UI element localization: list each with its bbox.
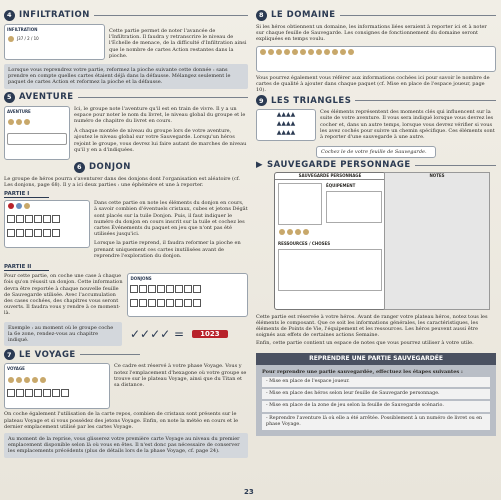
donjon-heading: 6 DONJON bbox=[74, 162, 248, 173]
right-column: 8 LE DOMAINE Si les héros obtiennent un domaine, les informations liées seraient à reporter ici et à noter sur chaque feuille de Sauvegarde. Les consignes de fonctionnement du domaine seront expliquées en temps voulu. Vous pourrez également vous référer aux informations cochées ici pour savoir le nombre de cartes de qualité à ajouter dans chaque paquet (cf. Mise en place de l'espace joueur, page 10). 9 LES TRIANGLES ▲▲▲▲ ▲▲▲▲ ▲▲▲▲ Ces éléments représentent des moments clés qui influencent sur la suite de votre aventure. Il vous sera indiqué lorsque vous devrez les cocher et, dans un autre temps, lorsque vous devrez vérifier si vous les avez cochés pour suivre un chemin spécifique. Ces éléments sont à reporter d'une sauvegarde à une autre. Cochez le de votre feuille de Sauvegarde. ▶ SAUVEGARDE PERSONNAGE SAUVEGARDE PERSONNAGE ÉQUIPEMENT RESSOURCES / CHOSES NOTES Cette partie est réservée à votre héros. Avant de ranger votre plateau héros, notez tous les éléments le composant. Que ce soit les informations générales, les caractéristiques, les éléments de Points de Vie, l'équipement et les ressources. Les héros peuvent aussi être soignés aux effets de certaines actions Semaine. Enfin, cette partie contient un espace de notes que vous pourrez utiliser à votre utile. REPRENDRE UNE PARTIE SAUVEGARDÉE Pour reprendre une partie sauvegardée, effectuez les étapes suivantes : - Mise en place de l'espace joueur. - Mise en place des héros selon leur feuille de Sauvegarde personnage. - Mise en place de la zone de jeu selon la feuille de Sauvegarde scénario. - Reprendre l'aventure là où elle a été arrêtée. Possiblement à un numéro de livret ou en phase Voyage. bbox=[256, 8, 496, 436]
donjon-example: Exemple : au moment où le groupe coche la 6e zone, rendez-vous au chapitre indiqué. bbox=[4, 322, 122, 347]
reprise-step: - Mise en place de la zone de jeu selon la feuille de Sauvegarde scénario. bbox=[262, 401, 490, 411]
aventure-heading: 5 AVENTURE bbox=[4, 92, 248, 103]
donjons-card: DONJONS bbox=[127, 273, 248, 317]
sauvegarde-sheet: SAUVEGARDE PERSONNAGE ÉQUIPEMENT RESSOURCES / CHOSES NOTES bbox=[256, 172, 496, 312]
sauvegarde-heading: ▶ SAUVEGARDE PERSONNAGE bbox=[256, 162, 496, 168]
partie-2-label: PARTIE II bbox=[4, 264, 49, 271]
donjon-card-1 bbox=[4, 200, 90, 248]
domaine-card bbox=[256, 46, 496, 72]
voyage-card: VOYAGE bbox=[4, 363, 110, 409]
triangles-heading: 9 LES TRIANGLES bbox=[256, 95, 496, 106]
reprise-step: - Mise en place de l'espace joueur. bbox=[262, 377, 490, 387]
voyage-heading: 7 LE VOYAGE bbox=[4, 349, 248, 360]
reprise-step: - Reprendre l'aventure là où elle a été arrêtée. Possiblement à un numéro de livret ou en phase Voyage. bbox=[262, 414, 490, 430]
triangles-card: ▲▲▲▲ ▲▲▲▲ ▲▲▲▲ bbox=[256, 109, 316, 141]
triangle-instruction: Cochez le de votre feuille de Sauvegarde. bbox=[316, 146, 436, 158]
partie-1-label: PARTIE I bbox=[4, 191, 49, 198]
domaine-heading: 8 LE DOMAINE bbox=[256, 10, 496, 21]
reprise-step: - Mise en place des héros selon leur feuille de Sauvegarde personnage. bbox=[262, 389, 490, 399]
infiltration-heading: 4 INFILTRATION bbox=[4, 10, 248, 21]
page-number: 23 bbox=[244, 488, 254, 496]
voyage-note: Au moment de la reprise, vous glisserez votre première carte Voyage au niveau du premier emplacement disponible selon là où vous en êtes. Il n'est donc pas nécessaire de conserver les emplacements précédents (plus de détails lors de la phase Voyage, cf. page 24). bbox=[4, 433, 248, 458]
aventure-card: AVENTURE bbox=[4, 106, 70, 160]
reprise-box: REPRENDRE UNE PARTIE SAUVEGARDÉE Pour reprendre une partie sauvegardée, effectuez les étapes suivantes : - Mise en place de l'espace joueur. - Mise en place des héros selon leur feuille de Sauvegarde personnage. - Mise en place de la zone de jeu selon la feuille de Sauvegarde scénario. - Reprendre l'aventure là où elle a été arrêtée. Possiblement à un numéro de livret ou en phase Voyage. bbox=[256, 353, 496, 436]
left-column: 4 INFILTRATION INFILTRATION J37 / 2 / 10 Cette partie permet de noter l'avancée de l'Infiltration. Il faudra y retranscrire le niveau de l'Échelle de menace, de la difficulté d'Infiltration ainsi que le nombre de cartes Action restantes dans la pioche. Lorsque vous reprendrez votre partie, reformez la pioche suivante cette donnée : sans prendre en compte quelles cartes étaient déjà dans la défausse. Mélangez seulement le paquet de cartes Action et reformez la pioche et la défausse. 5 AVENTURE AVENTURE Ici, le groupe note l'aventure qu'il est en train de vivre. Il y a un espace pour noter le nom du livret, le niveau global du groupe et le numéro de chapitre du livret en cours. À chaque montée de niveau du groupe lors de votre aventure, ajoutez le niveau global sur votre Sauvegarde. Lorsqu'un héros rejoint le groupe, vous devrez lui faire autant de marches de niveau qu'il y en a d'indiquées. 6 DONJON Le groupe de héros pourra s'aventurer dans des donjons dont l'organisation est aléatoire (cf. Les donjons, page 68). Il y a ici deux parties : une éphémère et une à reporter. PARTIE I Dans cette partie on note les éléments du donjon en cours, à savoir combien d'éventuels cristaux, cubes et jetons Dégât sont placés sur la tuile Donjon. Puis, il faut indiquer le numéro du donjon en cours inscrit sur la tuile et cochez les cartes Événements du paquet en jeu que n'ont pas été utilisées jusqu'ici. Lorsque la partie reprend, il faudra reformer la pioche en prenant uniquement ces cartes inutilisées avant de reprendre l'exploration du donjon. PARTIE II Pour cette partie, on coche une case à chaque fois qu'on réussit un donjon. Cette information devra être reportée à chaque nouvelle feuille de Sauvegarde utilisée. Avec l'accumulation des cases cochées, des chapitres vous seront ouverts. Il faudra vous y rendre à ce moment-là. DONJONS Exemple : au moment où le groupe coche la 6e zone, rendez-vous au chapitre indiqué. ✓✓✓✓ = 1023 7 LE VOYAGE VOYAGE Ce cadre est réservé à votre phase Voyage. Vous y notez l'emplacement d'hexagone où votre groupe se trouve sur le plateau Voyage, ainsi que du Titan et sa distance. On coche également l'utilisation de la carte repos, combien de cristaux sont présents sur le plateau Voyage et si vous possédez des jetons Voyage. Enfin, on note la météo en cours et le dernier emplacement utilisé par les cartes Voyage. Au moment de la reprise, vous glisserez votre première carte Voyage au niveau du premier emplacement disponible selon là où vous en êtes. Il n'est donc pas nécessaire de conserver les emplacements précédents (plus de détails lors de la phase Voyage, cf. page 24). bbox=[4, 8, 248, 458]
reprise-title: REPRENDRE UNE PARTIE SAUVEGARDÉE bbox=[256, 353, 496, 365]
menace-icon bbox=[8, 36, 14, 42]
infiltration-card: INFILTRATION J37 / 2 / 10 bbox=[4, 24, 105, 60]
example-chapter-badge: 1023 bbox=[192, 330, 227, 338]
infiltration-note: Lorsque vous reprendrez votre partie, reformez la pioche suivante cette donnée : sans prendre en compte quelles cartes étaient déjà dans la défausse. Mélangez seulement le paquet de cartes Action et reformez la pioche et la défausse. bbox=[4, 64, 248, 89]
example-checkboxes: ✓✓✓✓ = bbox=[130, 326, 185, 341]
